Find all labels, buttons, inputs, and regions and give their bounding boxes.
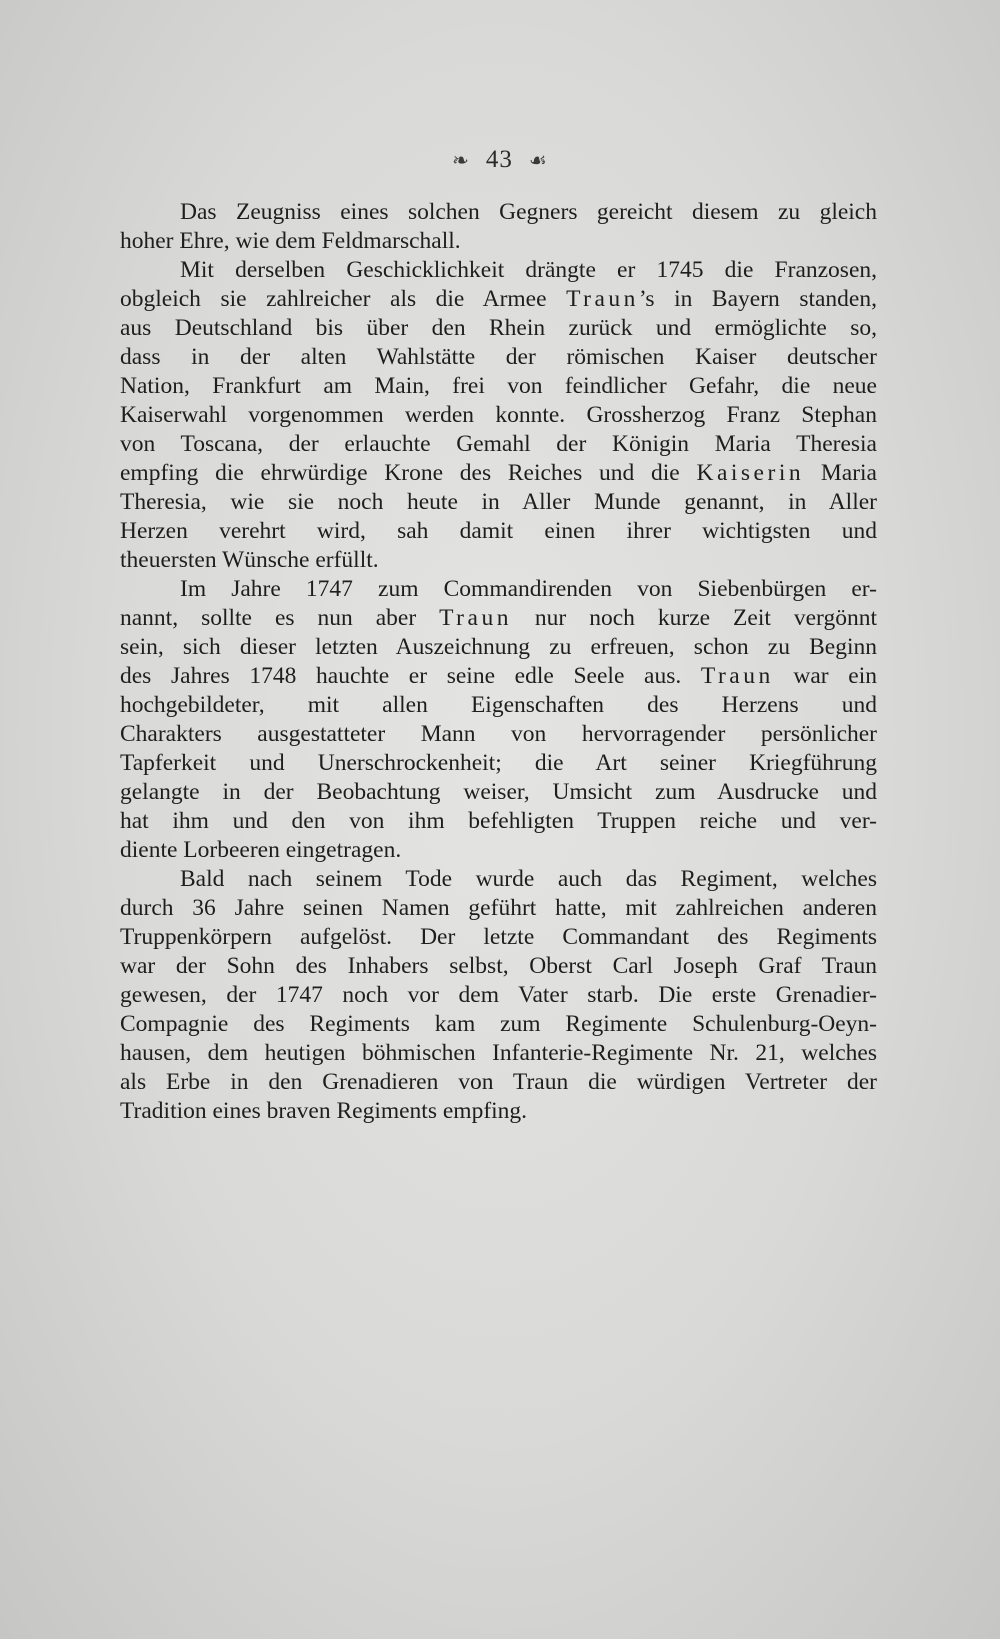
text-segment: Maria — [804, 460, 877, 486]
ornament-right-icon: ☙ — [528, 150, 548, 172]
spaced-name: Kaiserin — [696, 460, 805, 486]
page-header — [0, 146, 1000, 174]
spaced-name: Traun — [700, 663, 774, 689]
text-line: diente Lorbeeren eingetragen. — [120, 837, 402, 863]
text-line — [120, 285, 877, 314]
text-line — [120, 459, 877, 488]
text-line: hochgebildeter, mit allen Eigenschaften des Herzens und — [120, 692, 877, 718]
text-line: Tradition eines braven Regiments empfing. — [120, 1098, 528, 1124]
text-line: Truppenkörpern aufgelöst. Der letzte Commandant des Regiments — [120, 924, 877, 950]
text-line — [120, 662, 877, 691]
page-number: 43 — [485, 146, 513, 173]
text-line: Theresia, wie sie noch heute in Aller Munde genannt, in Aller — [120, 489, 877, 515]
text-line: Im Jahre 1747 zum Commandirenden von Siebenbürgen er- — [180, 576, 877, 602]
spaced-name: Traun — [566, 286, 639, 312]
text-line: gewesen, der 1747 noch vor dem Vater starb. Die erste Grenadier- — [120, 982, 877, 1008]
text-segment: nur noch kurze Zeit vergönnt — [511, 605, 877, 631]
text-line: Nation, Frankfurt am Main, frei von feindlicher Gefahr, die neue — [120, 373, 877, 399]
text-line: Mit derselben Geschicklichkeit drängte er 1745 die Franzosen, — [180, 257, 877, 283]
text-line: als Erbe in den Grenadieren von Traun die würdigen Vertreter der — [120, 1069, 877, 1095]
text-segment: nannt, sollte es nun aber — [120, 605, 440, 631]
text-line: sein, sich dieser letzten Auszeichnung zu erfreuen, schon zu Beginn — [120, 634, 877, 660]
text-line: Compagnie des Regiments kam zum Regimente Schulenburg-Oeyn- — [120, 1011, 877, 1037]
body-text — [120, 198, 877, 1126]
text-line: von Toscana, der erlauchte Gemahl der Königin Maria Theresia — [120, 431, 877, 457]
text-line: Tapferkeit und Unerschrockenheit; die Art seiner Kriegführung — [120, 750, 877, 776]
ornament-left-icon: ❧ — [452, 150, 470, 172]
text-line: theuersten Wünsche erfüllt. — [120, 547, 379, 573]
text-line: Das Zeugniss eines solchen Gegners gereicht diesem zu gleich — [180, 199, 877, 225]
text-line — [120, 604, 877, 633]
text-line: Bald nach seinem Tode wurde auch das Regiment, welches — [180, 866, 877, 892]
text-segment: ’s in Bayern standen, — [638, 286, 877, 312]
text-line: aus Deutschland bis über den Rhein zurück und ermöglichte so, — [120, 315, 877, 341]
text-line: dass in der alten Wahlstätte der römischen Kaiser deutscher — [120, 344, 877, 370]
text-line: hoher Ehre, wie dem Feldmarschall. — [120, 228, 461, 254]
text-line: hat ihm und den von ihm befehligten Truppen reiche und ver- — [120, 808, 877, 834]
text-line: Charakters ausgestatteter Mann von hervorragender persönlicher — [120, 721, 877, 747]
text-segment: empfing die ehrwürdige Krone des Reiches und die — [120, 460, 697, 486]
text-line: war der Sohn des Inhabers selbst, Oberst Carl Joseph Graf Traun — [120, 953, 877, 979]
text-segment: obgleich sie zahlreicher als die Armee — [120, 286, 567, 312]
text-segment: war ein — [773, 663, 877, 689]
text-line: gelangte in der Beobachtung weiser, Umsicht zum Ausdrucke und — [120, 779, 877, 805]
text-line: Kaiserwahl vorgenommen werden konnte. Grossherzog Franz Stephan — [120, 402, 877, 428]
text-line: hausen, dem heutigen böhmischen Infanterie-Regimente Nr. 21, welches — [120, 1040, 877, 1066]
spaced-name: Traun — [439, 605, 512, 631]
text-line: durch 36 Jahre seinen Namen geführt hatte, mit zahlreichen anderen — [120, 895, 877, 921]
text-line: Herzen verehrt wird, sah damit einen ihrer wichtigsten und — [120, 518, 877, 544]
text-segment: des Jahres 1748 hauchte er seine edle Seele aus. — [120, 663, 701, 689]
